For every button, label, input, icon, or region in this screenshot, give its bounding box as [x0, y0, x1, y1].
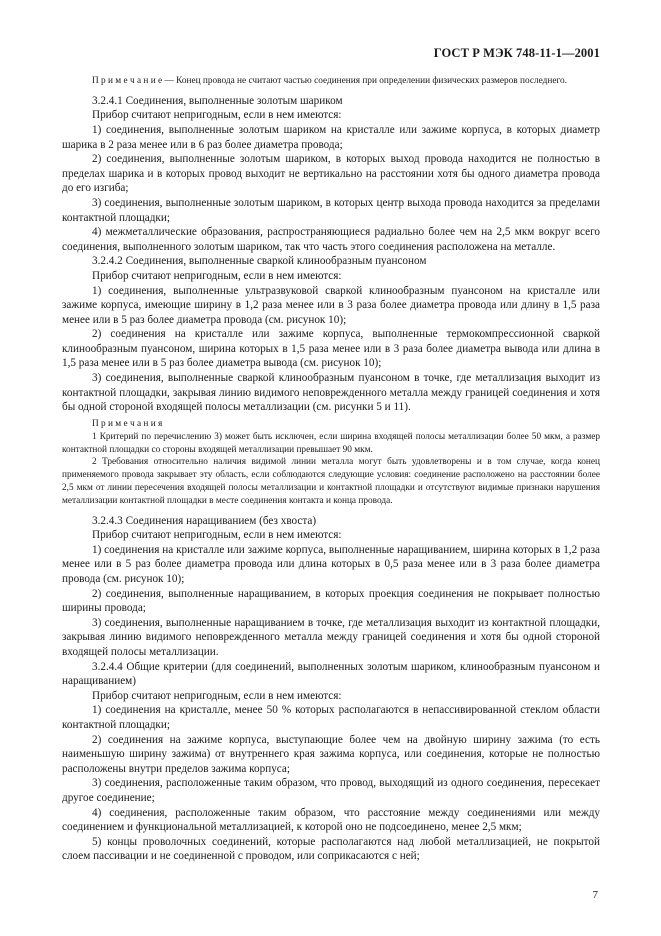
note-label: П р и м е ч а н и е — [92, 76, 163, 86]
list-item: 3) соединения, расположенные таким образом, что провод, выходящий из одного соединения, пересекает другое соединение; — [62, 777, 600, 804]
list-item: 2) соединения, выполненные наращиванием, в которых проекция соединения не покрывает полностью ширины провода; — [62, 587, 600, 615]
section-heading-3-2-4-4: 3.2.4.4 Общие критерии (для соединений, выполненных золотым шариком, клинообразным пуансоном и наращиванием) — [62, 660, 600, 688]
list-item: 5) концы проволочных соединений, которые располагаются над любой металлизацией, не покрытой слоем пассивации и не соединенной с проводом, или соприкасаются с ней; — [62, 835, 600, 863]
list-item: 1) соединения, выполненные золотым шариком на кристалле или зажиме корпуса, в которых диаметр шарика в 2 раза менее или в 6 раз более диаметра провода; — [62, 123, 600, 151]
list-item: 3) соединения, выполненные сваркой клинообразным пуансоном в точке, где металлизация выходит из контактной площадки, закрывая линию видимого неповрежденного металла между границей соединения и хотя бы одной стороной входящей полосы металлизации (см. рисунки 5 и 11). — [62, 372, 600, 414]
paragraph: Прибор считают непригодным, если в нем имеются: — [92, 529, 342, 542]
list-item: 4) соединения, расположенные таким образом, что расстояние между соединениями или между соединением и функциональной металлизацией, к которой оно не подсоединено, менее 2,5 мкм; — [62, 806, 600, 834]
document-page — [62, 46, 600, 864]
list-item: 1) соединения, выполненные ультразвуковой сваркой клинообразным пуансоном на кристалле или зажиме корпуса, имеющие ширину в 1,2 раза менее или в 3 раза более диаметра провода или длину в 1,5 раза менее или в 5 раз более диаметра провода (см. рисунок 10); — [62, 284, 600, 326]
notes-title — [62, 418, 600, 431]
notes-title-text: П р и м е ч а н и я — [92, 418, 163, 429]
list-item: 2) соединения на зажиме корпуса, выступающие более чем на двойную ширину зажима (то есть наименьшую ширину зажима) от внутреннего края зажима корпуса, или соединения, которые не полностью расположены внутри пределов зажима корпуса; — [62, 733, 600, 775]
list-item: 2) соединения на кристалле или зажиме корпуса, выполненные термокомпрессионной сваркой клинообразным пуансоном, ширина которых в 1,5 раза менее или в 3 раза более диаметра вывода или длина в 1,5 раза менее или в 5 раз более диаметра вывода (см. рисунок 10); — [62, 328, 600, 370]
section-heading-3-2-4-1: 3.2.4.1 Соединения, выполненные золотым шариком — [92, 94, 343, 107]
note-item: 2 Требования относительно наличия видимой линии металла могут быть удовлетворены и в том случае, когда конец применяемого провода закрывает эту область, если соблюдаются следующие условия: соединение расположено на расстоянии более 2,5 мкм от линии пересечения входящей полосы металлизации и контактной площадки и отсутствуют видимые признаки нарушения металлизации контактной площадки в месте соединения контакта и конца провода. — [62, 457, 600, 506]
section-heading-3-2-4-3: 3.2.4.3 Соединения наращиванием (без хвоста) — [92, 514, 317, 527]
list-item: 3) соединения, выполненные наращиванием в точке, где металлизация выходит из контактной площадки, закрывая линию видимого неповрежденного металла между границей соединения и хотя бы одной стороной входящей полосы металлизации. — [62, 616, 600, 658]
paragraph: Прибор считают непригодным, если в нем имеются: — [92, 269, 342, 282]
list-item: 1) соединения на кристалле или зажиме корпуса, выполненные наращиванием, ширина которых в 1,2 раза менее или в 5 раз более диаметра провода или длина которых в 0,5 раза менее или в 3 раза более диаметра провода (см. рисунок 10); — [62, 543, 600, 586]
list-item: 2) соединения, выполненные золотым шариком, в которых выход провода находится не полностью в пределах шарика и в которых провод выходит не вертикально на расстоянии хотя бы одного диаметра провода до его изгиба; — [62, 153, 600, 195]
note-top — [62, 75, 600, 88]
page-number: 7 — [592, 889, 598, 901]
document-header: ГОСТ Р МЭК 748-11-1—2001 — [433, 46, 600, 60]
list-item: 4) межметаллические образования, распространяющиеся радиально более чем на 2,5 мкм вокруг всего соединения, выполненного золотым шариком, так что часть этого соединения расположена на металле. — [62, 226, 600, 253]
paragraph: Прибор считают непригодным, если в нем имеются: — [92, 109, 342, 122]
note-text: — Конец провода не считают частью соединения при определении физических размеров последнего. — [162, 76, 568, 86]
list-item: 1) соединения на кристалле, менее 50 % которых располагаются в непассивированной стеклом области контактной площадки; — [62, 704, 600, 731]
note-item: 1 Критерий по перечислению 3) может быть исключен, если ширина входящей полосы металлизации более 50 мкм, а размер контактной площадки со стороны входящей металлизации превышает 90 мкм. — [62, 431, 600, 455]
list-item: 3) соединения, выполненные золотым шариком, в которых центр выхода провода находится за пределами контактной площадки; — [62, 196, 600, 224]
paragraph: Прибор считают непригодным, если в нем имеются: — [92, 689, 342, 702]
section-heading-3-2-4-2: 3.2.4.2 Соединения, выполненные сваркой клинообразным пуансоном — [92, 255, 427, 268]
